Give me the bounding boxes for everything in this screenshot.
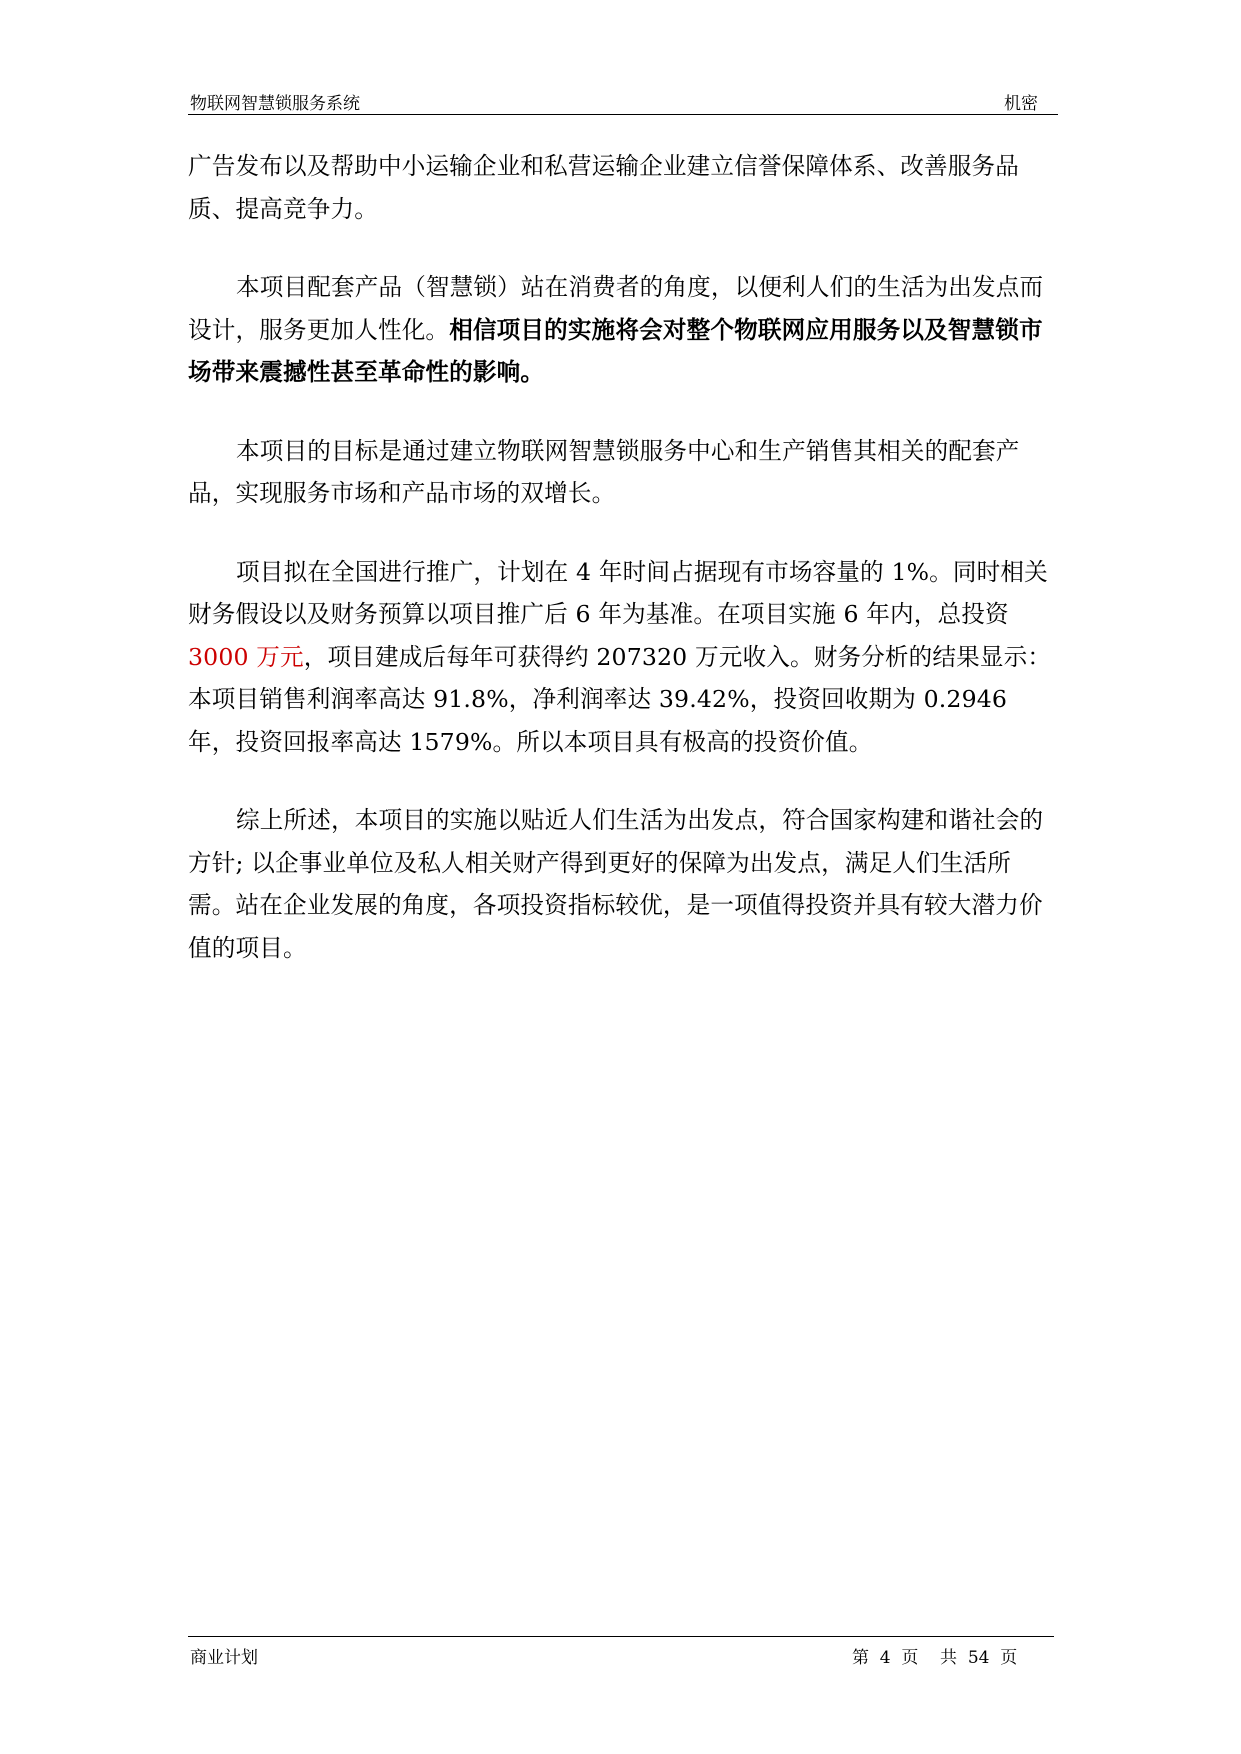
paragraph-financial-text-after: ，项目建成后每年可获得约 207320 万元收入。财务分析的结果显示：本项目销售利润率高达 91.8%，净利润率达 39.42%，投资回收期为 0.2946 年，投资回报率高达 1579%。所以本项目具有极高的投资价值。 bbox=[188, 642, 1052, 756]
paragraph-goal: 本项目的目标是通过建立物联网智慧锁服务中心和生产销售其相关的配套产品，实现服务市场和产品市场的双增长。 bbox=[188, 436, 1020, 507]
paragraph-summary: 综上所述，本项目的实施以贴近人们生活为出发点，符合国家构建和谐社会的方针; 以企事业单位及私人相关财产得到更好的保障为出发点，满足人们生活所需。站在企业发展的角度，各项投资指标较优，是一项值得投资并具有较大潜力价值的项目。 bbox=[188, 806, 1044, 962]
paragraph-product-bold-statement: 相信项目的实施将会对整个物联网应用服务以及智慧锁市场带来震撼性甚至革命性的影响。 bbox=[188, 315, 1043, 386]
paragraph-product bbox=[188, 266, 1054, 394]
page-header bbox=[188, 84, 1058, 115]
header-title: 物联网智慧锁服务系统 bbox=[190, 94, 360, 114]
paragraph-product-text: 本项目配套产品（智慧锁）站在消费者的角度，以便利人们的生活为出发点而设计，服务更加人性化。 bbox=[188, 273, 1044, 344]
header-classification: 机密 bbox=[1004, 94, 1038, 114]
document-body bbox=[188, 145, 1054, 1005]
paragraph-financial bbox=[188, 551, 1054, 764]
paragraph-financial-text-before: 项目拟在全国进行推广，计划在 4 年时间占据现有市场容量的 1%。同时相关财务假设以及财务预算以项目推广后 6 年为基准。在项目实施 6 年内，总投资 bbox=[188, 557, 1048, 628]
page-footer bbox=[188, 1636, 1054, 1667]
footer-doc-type: 商业计划 bbox=[190, 1648, 258, 1668]
paragraph-continuation: 广告发布以及帮助中小运输企业和私营运输企业建立信誉保障体系、改善服务品质、提高竞争力。 bbox=[188, 152, 1020, 223]
investment-amount-highlight: 3000 万元 bbox=[188, 642, 304, 671]
footer-page-number: 第 4 页 共 54 页 bbox=[852, 1648, 1018, 1668]
